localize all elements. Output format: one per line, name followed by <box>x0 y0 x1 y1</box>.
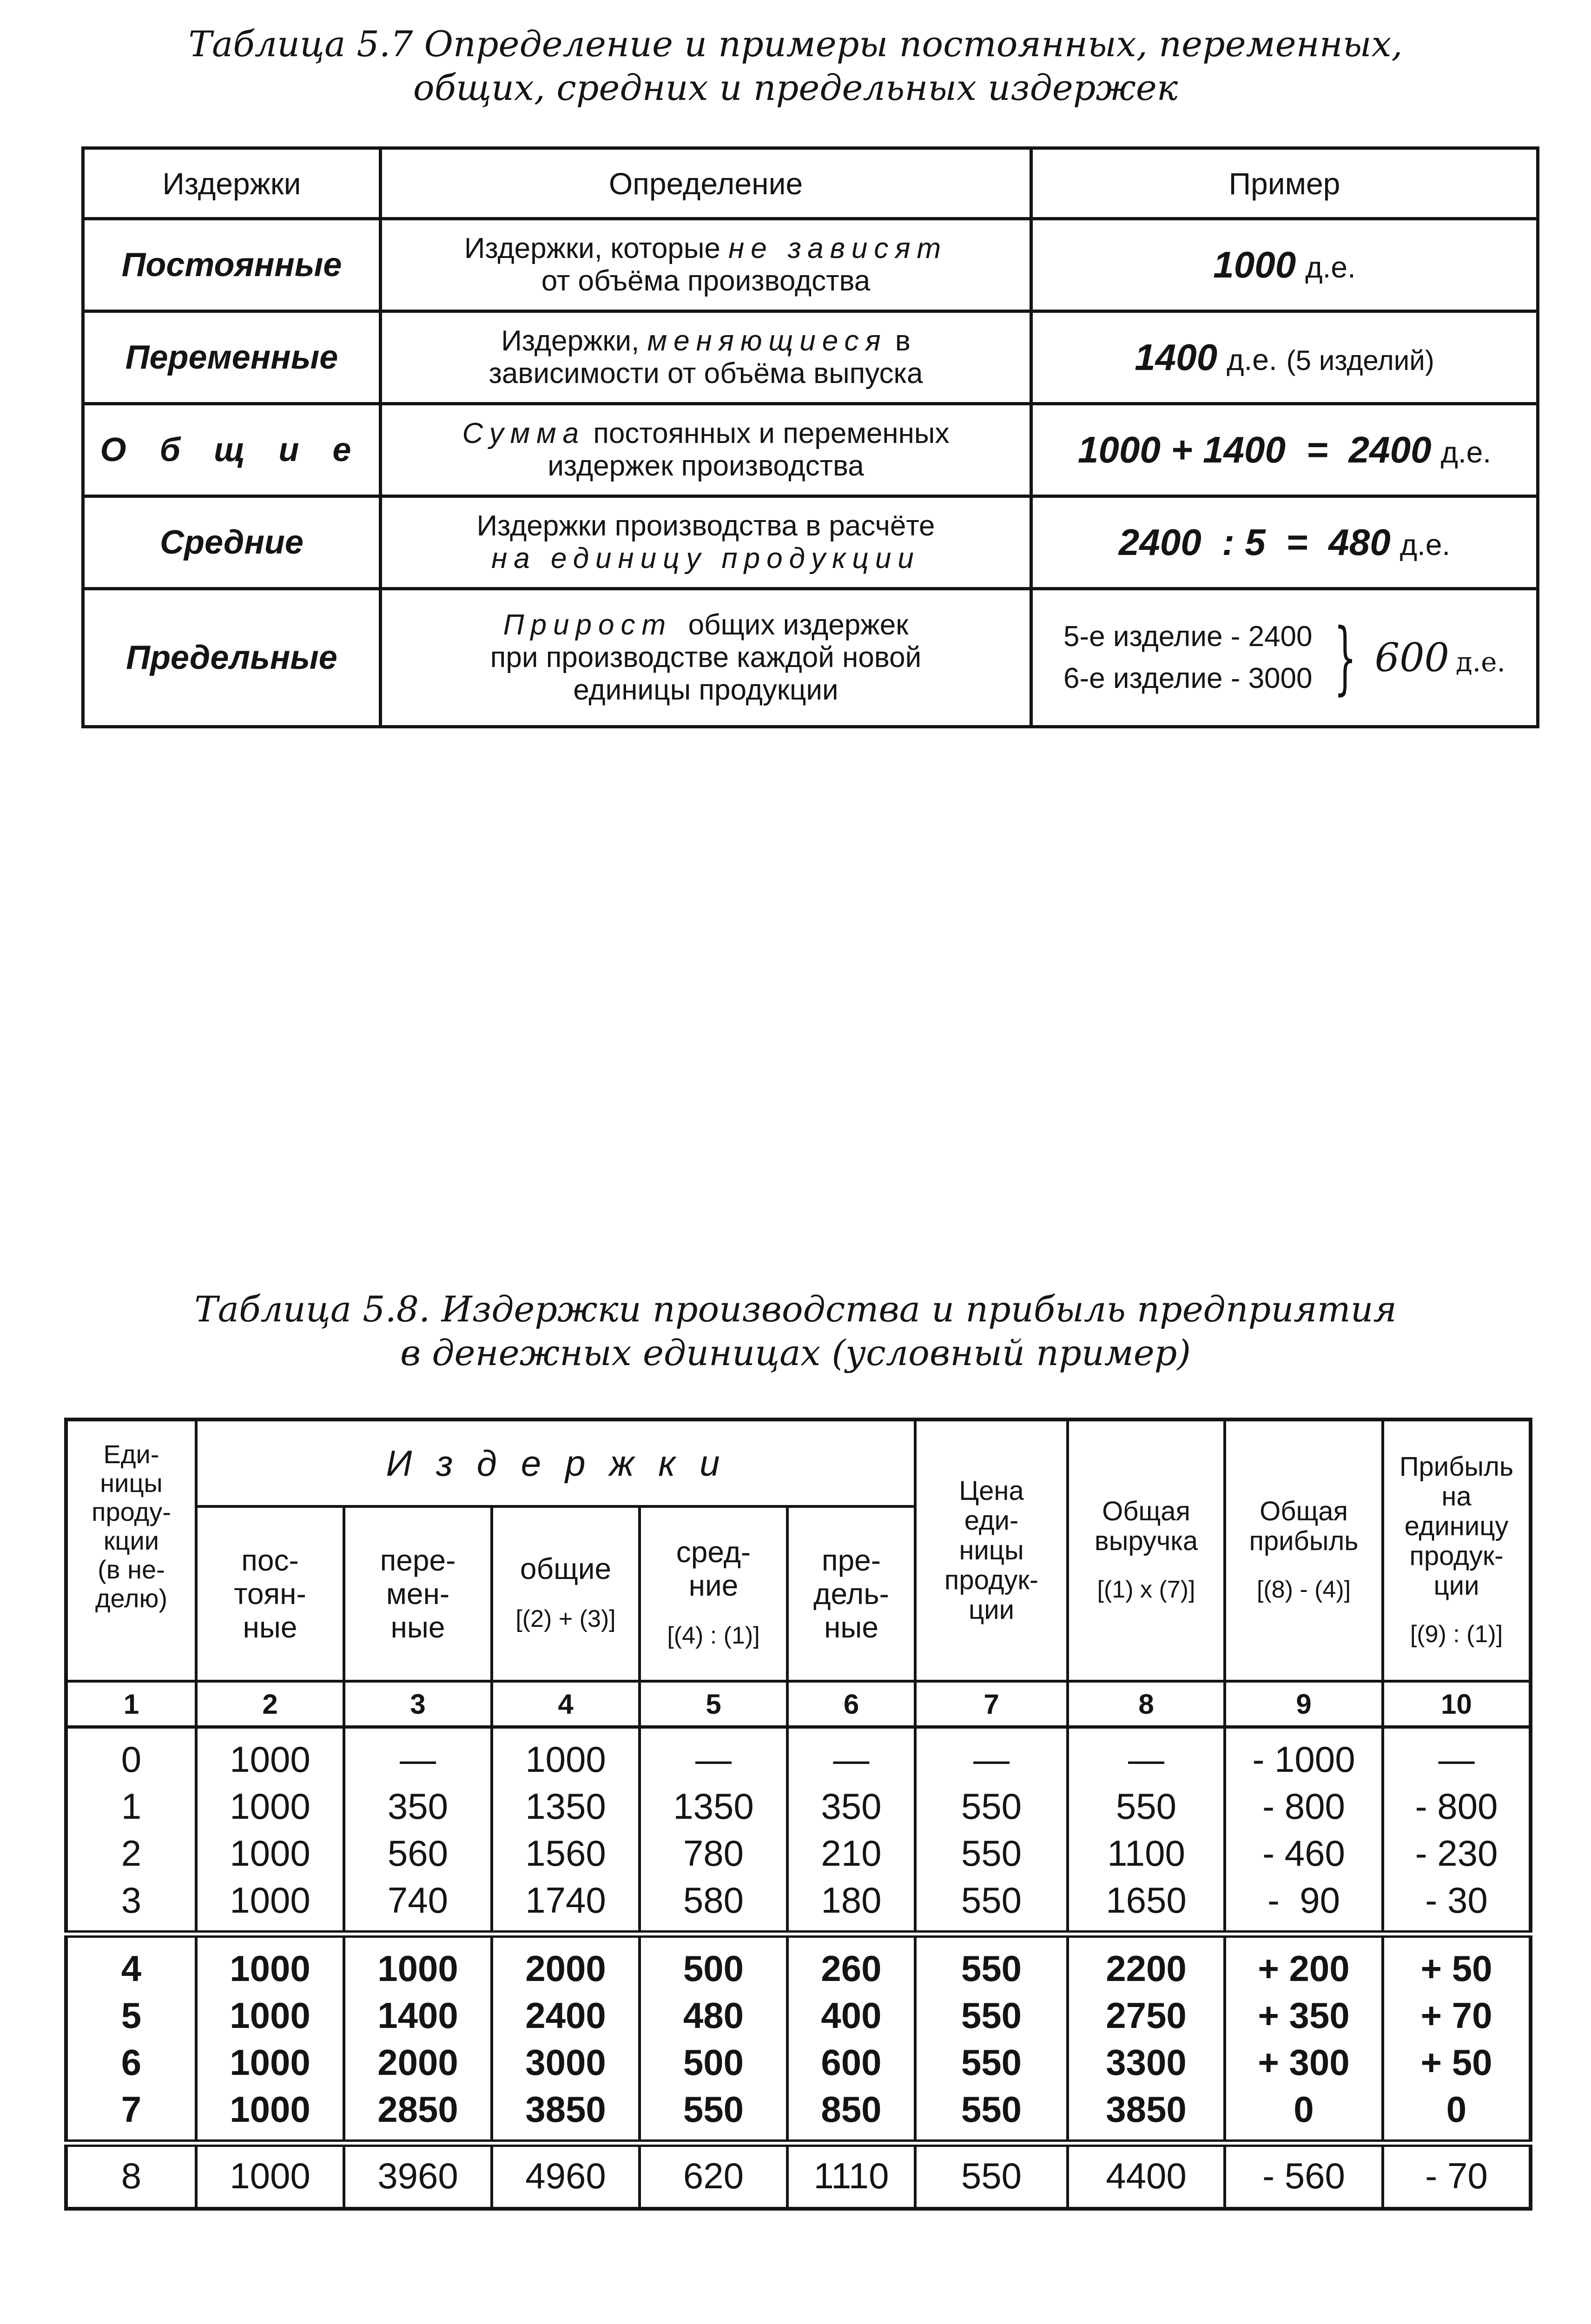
cell-value: 1000 <box>377 1948 458 1989</box>
header-line: ние <box>688 1569 739 1602</box>
cell-value: 400 <box>821 1995 882 2036</box>
cell-value: 3850 <box>1106 2089 1187 2130</box>
cost-definition <box>381 496 1031 589</box>
header-line: общие <box>520 1552 612 1585</box>
cell-value: 740 <box>387 1880 449 1921</box>
definition-emphasis: на единицу продукции <box>491 542 920 574</box>
header-line: единицу <box>1404 1511 1509 1541</box>
row-average <box>83 496 1538 589</box>
cell-value: 3000 <box>525 2042 606 2083</box>
cell-value: 1740 <box>525 1880 606 1921</box>
row-variable <box>83 311 1538 404</box>
header-line: продук- <box>944 1565 1039 1595</box>
table-cell <box>787 1934 915 2143</box>
cell-value: 6 <box>121 2042 142 2083</box>
cell-value: 1000 <box>230 2089 310 2130</box>
table-cell <box>66 1727 196 1934</box>
header-variable <box>344 1506 492 1681</box>
caption-line: общих, средних и предельных издержек <box>413 67 1178 108</box>
table-cell <box>1383 1727 1531 1934</box>
cell-value: — <box>695 1739 732 1780</box>
cell-value: 1110 <box>813 2155 889 2196</box>
cost-example <box>1031 219 1538 311</box>
table-cell <box>640 1934 787 2143</box>
example-unit: д.е. <box>1400 528 1451 561</box>
cell-value: 550 <box>961 1948 1022 1989</box>
header-line: пос- <box>241 1544 299 1577</box>
row-group <box>66 1934 1531 2143</box>
column-number: 8 <box>1068 1681 1225 1727</box>
definition-text: единицы продукции <box>573 674 838 706</box>
column-number: 3 <box>344 1681 492 1727</box>
header-example: Пример <box>1031 148 1538 219</box>
cell-value: - 800 <box>1415 1786 1498 1827</box>
cell-value: 2000 <box>525 1948 606 1989</box>
cell-value: 550 <box>683 2089 744 2130</box>
header-units <box>66 1419 196 1681</box>
header-costs-group: Издержки <box>196 1419 915 1506</box>
header-line: Общая <box>1102 1496 1190 1526</box>
header-unit-price <box>915 1419 1068 1681</box>
table-cell <box>196 2143 344 2209</box>
table-cell <box>66 2143 196 2209</box>
table-cell <box>915 1934 1068 2143</box>
row-total <box>83 404 1538 496</box>
cost-example <box>1031 589 1538 727</box>
table-cell <box>196 1727 344 1934</box>
cell-value: 5 <box>121 1995 142 2036</box>
example-value: 1400 <box>1135 337 1218 378</box>
cell-value: - 30 <box>1425 1880 1488 1921</box>
cost-example <box>1031 496 1538 589</box>
table-cell <box>66 1934 196 2143</box>
cell-value: 350 <box>387 1786 449 1827</box>
definition-emphasis: Сумма <box>462 417 586 449</box>
definition-emphasis: меняющиеся <box>647 325 887 357</box>
table-cell <box>1068 2143 1225 2209</box>
cell-value: 480 <box>683 1995 744 2036</box>
cell-value: - 90 <box>1267 1880 1340 1921</box>
cell-value: 0 <box>121 1739 142 1780</box>
example-value: 1000 <box>1213 244 1296 285</box>
header-line: ции <box>968 1595 1015 1625</box>
definition-text: постоянных и переменных <box>585 417 950 449</box>
header-line: Цена <box>959 1476 1024 1506</box>
caption-line: Таблица 5.8. Издержки производства и прибыль предприятия <box>194 1288 1397 1330</box>
example-unit: д.е. <box>1440 436 1492 469</box>
cell-value: 1650 <box>1106 1880 1187 1921</box>
header-line: ные <box>390 1611 445 1644</box>
cell-value: 2000 <box>377 2042 458 2083</box>
header-line: (в не- <box>98 1555 165 1584</box>
cell-value: 2750 <box>1106 1995 1187 2036</box>
column-number: 2 <box>196 1681 344 1727</box>
table-cell <box>1225 1934 1383 2143</box>
definition-text: издержек производства <box>548 450 864 482</box>
header-line: мен- <box>386 1577 450 1611</box>
table-5-7 <box>81 146 1539 728</box>
header-line: проду- <box>92 1497 171 1526</box>
cell-value: 2 <box>121 1833 142 1874</box>
header-line: выручка <box>1094 1526 1198 1556</box>
cell-value: — <box>973 1739 1010 1780</box>
header-formula: [(2) + (3)] <box>515 1605 616 1632</box>
cell-value: - 70 <box>1425 2155 1488 2196</box>
cell-value: 2850 <box>377 2089 458 2130</box>
cell-value: 350 <box>821 1786 882 1827</box>
table-cell <box>915 1727 1068 1934</box>
cost-definition <box>381 404 1031 496</box>
example-unit: д.е. <box>1305 251 1356 284</box>
header-line: прибыль <box>1249 1526 1359 1556</box>
header-marginal <box>787 1506 915 1681</box>
table-cell <box>1383 1934 1531 2143</box>
cell-value: 1000 <box>230 1833 310 1874</box>
cell-value: 550 <box>1116 1786 1177 1827</box>
row-group <box>66 2143 1531 2209</box>
caption-line: в денежных единицах (условный пример) <box>400 1332 1191 1373</box>
table-cell <box>1225 1727 1383 1934</box>
cell-value: 1000 <box>230 2042 310 2083</box>
caption-line: Таблица 5.7 Определение и примеры постоянных, переменных, <box>188 23 1403 65</box>
cost-definition <box>381 589 1031 727</box>
table-cell <box>492 1934 640 2143</box>
header-line: сред- <box>676 1535 751 1569</box>
cell-value: 4960 <box>525 2155 606 2196</box>
header-profit-per-unit <box>1383 1419 1531 1681</box>
cell-value: - 560 <box>1262 2155 1345 2196</box>
cell-value: 1000 <box>525 1739 606 1780</box>
row-group <box>66 1727 1531 1934</box>
definition-text: Издержки, <box>501 325 647 357</box>
header-line: продук- <box>1409 1541 1504 1571</box>
header-line: пре- <box>821 1544 881 1577</box>
column-number: 5 <box>640 1681 787 1727</box>
cell-value: 550 <box>961 2155 1022 2196</box>
cost-name: Переменные <box>83 311 381 404</box>
example-unit: д.е. <box>1456 646 1505 678</box>
definition-text: Издержки, которые <box>464 232 729 264</box>
cell-value: 0 <box>1446 2089 1467 2130</box>
table-5-8 <box>64 1418 1532 2211</box>
cell-value: 1350 <box>525 1786 606 1827</box>
header-line: Прибыль <box>1399 1452 1514 1482</box>
table-cell <box>344 2143 492 2209</box>
cell-value: 210 <box>821 1833 882 1874</box>
cell-value: 3960 <box>377 2155 458 2196</box>
cell-value: 2400 <box>525 1995 606 2036</box>
cost-definition <box>381 219 1031 311</box>
header-line: делю) <box>95 1584 168 1613</box>
table-5-7-caption <box>0 22 1591 110</box>
cost-definition <box>381 311 1031 404</box>
table-cell <box>344 1727 492 1934</box>
definition-text: при производстве каждой новой <box>490 641 922 673</box>
header-line: ницы <box>959 1535 1024 1565</box>
cell-value: — <box>833 1739 870 1780</box>
column-number: 9 <box>1225 1681 1383 1727</box>
column-number: 4 <box>492 1681 640 1727</box>
table-cell <box>640 1727 787 1934</box>
cell-value: + 300 <box>1258 2042 1350 2083</box>
cell-value: 3 <box>121 1880 142 1921</box>
header-line: кции <box>103 1526 159 1555</box>
cell-value: 620 <box>683 2155 744 2196</box>
header-formula: [(4) : (1)] <box>667 1622 760 1649</box>
cell-value: 850 <box>821 2089 882 2130</box>
table-cell <box>787 2143 915 2209</box>
cell-value: 1350 <box>673 1786 754 1827</box>
cost-example <box>1031 404 1538 496</box>
header-line: ные <box>824 1611 878 1644</box>
header-formula: [(9) : (1)] <box>1410 1621 1503 1648</box>
header-fixed <box>196 1506 344 1681</box>
cell-value: 500 <box>683 1948 744 1989</box>
definition-emphasis: не зависят <box>728 232 948 264</box>
header-line: ции <box>1433 1571 1479 1601</box>
table-cell <box>1068 1934 1225 2143</box>
cell-value: 560 <box>387 1833 449 1874</box>
cell-value: 1400 <box>377 1995 458 2036</box>
table-cell <box>1225 2143 1383 2209</box>
cell-value: + 50 <box>1420 2042 1492 2083</box>
cell-value: - 800 <box>1262 1786 1345 1827</box>
cell-value: - 230 <box>1415 1833 1498 1874</box>
cell-value: 550 <box>961 1833 1022 1874</box>
cell-value: 500 <box>683 2042 744 2083</box>
cell-value: 550 <box>961 1880 1022 1921</box>
cell-value: 1 <box>121 1786 142 1827</box>
header-line: еди- <box>964 1505 1019 1536</box>
cell-value: 0 <box>1294 2089 1314 2130</box>
cell-value: - 460 <box>1262 1833 1345 1874</box>
cell-value: 550 <box>961 2042 1022 2083</box>
table-cell <box>492 2143 640 2209</box>
header-formula: [(8) - (4)] <box>1256 1576 1351 1603</box>
cell-value: 8 <box>121 2155 142 2196</box>
example-value: 1000 + 1400 = 2400 <box>1077 429 1432 470</box>
example-note: (5 изделий) <box>1286 345 1434 376</box>
header-formula: [(1) x (7)] <box>1097 1576 1195 1603</box>
cell-value: + 200 <box>1258 1948 1350 1989</box>
cell-value: 550 <box>961 1995 1022 2036</box>
cost-name: Средние <box>83 496 381 589</box>
header-total-profit <box>1225 1419 1383 1681</box>
table-cell <box>1068 1727 1225 1934</box>
cost-name: О б щ и е <box>83 404 381 496</box>
cell-value: — <box>400 1739 436 1780</box>
example-line: 5-е изделие - 2400 <box>1063 621 1313 653</box>
definition-emphasis: Прирост <box>503 609 673 641</box>
column-number: 10 <box>1383 1681 1531 1727</box>
cell-value: 580 <box>683 1880 744 1921</box>
cell-value: - 1000 <box>1252 1739 1355 1780</box>
header-definition: Определение <box>381 148 1031 219</box>
header-total-revenue <box>1068 1419 1225 1681</box>
cell-value: 3300 <box>1106 2042 1187 2083</box>
column-number: 1 <box>66 1681 196 1727</box>
cell-value: 600 <box>821 2042 882 2083</box>
table-cell <box>640 2143 787 2209</box>
table-cell <box>915 2143 1068 2209</box>
table-5-8-caption <box>0 1287 1591 1375</box>
table-cell <box>492 1727 640 1934</box>
header-costs: Издержки <box>83 148 381 219</box>
cost-name: Постоянные <box>83 219 381 311</box>
cell-value: 1000 <box>230 1880 310 1921</box>
cost-example <box>1031 311 1538 404</box>
column-number: 6 <box>787 1681 915 1727</box>
cell-value: 260 <box>821 1948 882 1989</box>
cell-value: 3850 <box>525 2089 606 2130</box>
header-line: Общая <box>1260 1496 1348 1526</box>
cell-value: 1000 <box>230 1739 310 1780</box>
definition-text: от объёма производства <box>541 265 871 297</box>
example-value: 2400 : 5 = 480 <box>1118 522 1391 563</box>
table-cell <box>344 1934 492 2143</box>
cell-value: 180 <box>821 1880 882 1921</box>
cell-value: + 70 <box>1420 1995 1492 2036</box>
cell-value: — <box>1438 1739 1475 1780</box>
cell-value: — <box>1128 1739 1164 1780</box>
cell-value: 780 <box>683 1833 744 1874</box>
definition-text: в <box>887 325 911 357</box>
header-line: ницы <box>100 1468 163 1498</box>
cell-value: 2200 <box>1106 1948 1187 1989</box>
cell-value: 1100 <box>1107 1833 1185 1874</box>
header-line: ные <box>243 1611 297 1644</box>
cell-value: 4 <box>121 1948 142 1989</box>
column-numbers-row <box>66 1681 1531 1727</box>
table-cell <box>196 1934 344 2143</box>
header-line: пере- <box>380 1544 456 1577</box>
row-marginal <box>83 589 1538 727</box>
definition-text: зависимости от объёма выпуска <box>489 357 923 390</box>
cell-value: 1000 <box>230 1786 310 1827</box>
cell-value: + 50 <box>1420 1948 1492 1989</box>
cell-value: 1000 <box>230 1948 310 1989</box>
cell-value: 550 <box>961 2089 1022 2130</box>
example-line: 6-е изделие - 3000 <box>1063 662 1313 694</box>
cell-value: + 350 <box>1258 1995 1350 2036</box>
column-number: 7 <box>915 1681 1068 1727</box>
cell-value: 7 <box>121 2089 142 2130</box>
cell-value: 1560 <box>525 1833 606 1874</box>
table-cell <box>1383 2143 1531 2209</box>
row-fixed <box>83 219 1538 311</box>
definition-text: Издержки производства в расчёте <box>476 510 935 542</box>
table-cell <box>787 1727 915 1934</box>
cell-value: 4400 <box>1106 2155 1187 2196</box>
header-line: на <box>1441 1481 1472 1512</box>
header-line: дель- <box>813 1577 889 1611</box>
header-line: Еди- <box>103 1439 159 1469</box>
example-unit: д.е. <box>1227 343 1277 376</box>
cell-value: 1000 <box>230 1995 310 2036</box>
definition-text: общих издержек <box>672 609 909 641</box>
curly-brace-icon: } <box>1334 612 1356 704</box>
header-line: тоян- <box>234 1577 306 1611</box>
cell-value: 550 <box>961 1786 1022 1827</box>
cost-name: Предельные <box>83 589 381 727</box>
header-total <box>492 1506 640 1681</box>
header-average <box>640 1506 787 1681</box>
example-value: 600 <box>1374 635 1450 680</box>
cell-value: 1000 <box>230 2155 310 2196</box>
